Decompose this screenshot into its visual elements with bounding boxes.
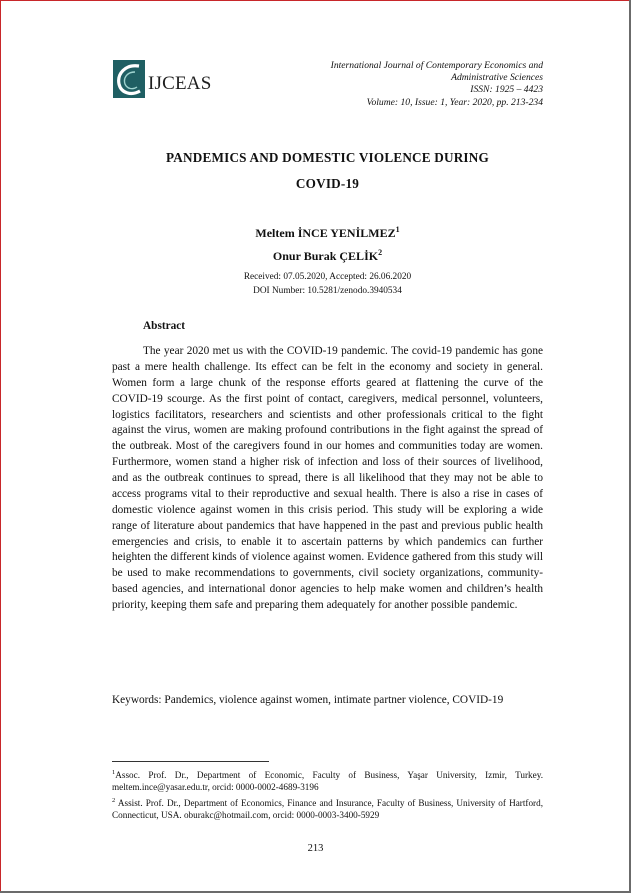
journal-info <box>213 60 543 109</box>
logo-text: IJCEAS <box>148 73 212 94</box>
journal-logo <box>113 60 223 100</box>
paper-title-line1: PANDEMICS AND DOMESTIC VIOLENCE DURING <box>166 150 489 165</box>
footnote-1-mark: 1 <box>112 769 116 776</box>
keywords-label: Keywords: <box>112 694 162 706</box>
keywords <box>112 692 543 708</box>
author-2-name: Onur Burak ÇELİK <box>272 249 379 263</box>
keywords-text: Pandemics, violence against women, intimate partner violence, COVID-19 <box>164 694 504 706</box>
footnote-separator <box>112 761 269 762</box>
logo-emblem-icon <box>113 60 145 98</box>
journal-name-line1: International Journal of Contemporary Economics and <box>330 60 543 71</box>
footnote-2-mark: 2 <box>112 797 116 804</box>
footnote-1-text: Assoc. Prof. Dr., Department of Economic, Faculty of Business, Yaşar University, Izmir, Turkey. meltem.ince@yasar.edu.tr, orcid: 0000-0002-4689-3196 <box>112 770 543 792</box>
abstract-heading: Abstract <box>143 320 186 332</box>
author-1-name: Meltem İNCE YENİLMEZ <box>255 226 396 240</box>
footnote-2 <box>112 795 543 822</box>
page-number: 213 <box>307 843 324 854</box>
journal-volume: Volume: 10, Issue: 1, Year: 2020, pp. 213-234 <box>366 96 543 108</box>
author-1 <box>88 225 567 241</box>
journal-name-line2: Administrative Sciences <box>451 72 543 84</box>
footnote-1 <box>112 767 543 794</box>
paper-title-line2: COVID-19 <box>295 176 360 191</box>
author-1-mark: 1 <box>395 225 400 234</box>
journal-issn: ISSN: 1925 – 4423 <box>470 84 543 96</box>
abstract-text: The year 2020 met us with the COVID-19 pandemic. The covid-19 pandemic has gone past a mere health challenge. Its effect can be felt in the economy and society in general. Women form a large chunk of the response efforts geared at flattening the curve of the COVID-19 scourge. As the first point of contact, caregivers, medical personnel, volunteers, logistics facilitators, researchers and scientists and other professionals critical to the fight against the virus, women are making profound contributions in the fight against the spread of the outbreak. Most of the caregivers found in our homes and communities today are women. Furthermore, women stand a higher risk of infection and loss of their sources of livelihood, and as the outbreak continues to spread, there is all likelihood that they may not be able to access programs vital to their reproductive and sexual health. There is also a rise in cases of domestic violence against women in this crisis period. This study will be exploring a wide range of literature about pandemics that have happened in the past and previous public health emergencies and crisis, to enable it to ascertain patterns by which pandemics can further heighten the different kinds of violence against women. Evidence gathered from this study will be used to make recommendations to governments, civil society organizations, community-based agencies, and international donor agencies to help make women and children’s health priority, keeping them safe and preparing them adequately for another possible pandemic. <box>112 345 543 611</box>
doi-number: DOI Number: 10.5281/zenodo.3940534 <box>253 286 402 296</box>
received-accepted-dates: Received: 07.05.2020, Accepted: 26.06.2020 <box>243 272 412 282</box>
author-2 <box>88 248 567 264</box>
author-2-mark: 2 <box>378 248 383 257</box>
footnote-2-text: Assist. Prof. Dr., Department of Economics, Finance and Insurance, Faculty of Business, University of Hartford, Connecticut, USA. oburakc@hotmail.com, orcid: 0000-0003-3400-5929 <box>112 798 543 820</box>
